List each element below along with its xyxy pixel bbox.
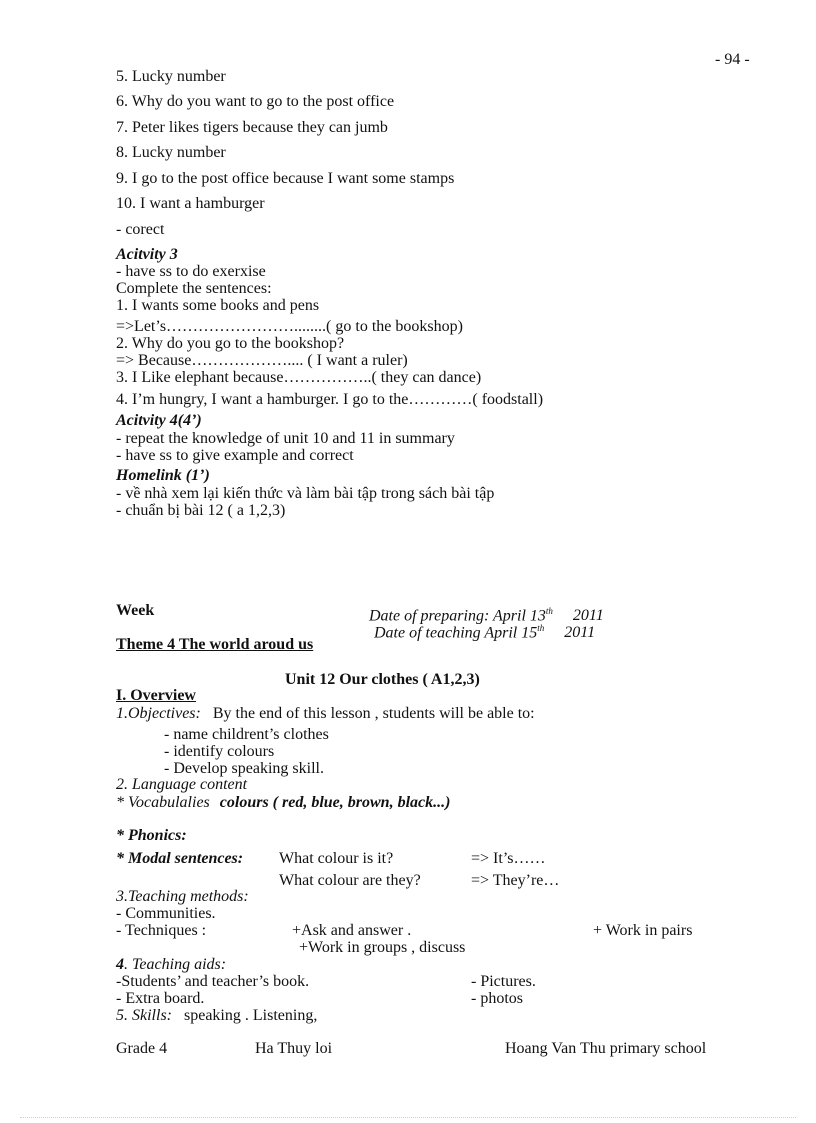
overview-heading: I. Overview bbox=[116, 687, 196, 704]
date-of-teaching-year: 2011 bbox=[564, 624, 596, 642]
date-of-preparing-sup: th bbox=[545, 606, 553, 616]
technique-ask-answer: +Ask and answer . bbox=[292, 922, 412, 939]
modal-question-1: What colour is it? bbox=[279, 850, 394, 867]
corect-line: - corect bbox=[116, 221, 165, 238]
date-of-teaching-text: Date of teaching April 15 bbox=[374, 624, 538, 642]
objective-item: - name childrent’s clothes bbox=[164, 726, 329, 743]
teaching-aids-number: 4 bbox=[116, 956, 124, 973]
page-bottom-divider bbox=[20, 1117, 796, 1118]
answer-line: 8. Lucky number bbox=[116, 144, 226, 161]
teaching-methods-heading: 3.Teaching methods: bbox=[116, 888, 249, 905]
activity3-line: Complete the sentences: bbox=[116, 280, 272, 297]
homelink-heading: Homelink (1’) bbox=[116, 467, 210, 484]
aids-item: - Pictures. bbox=[471, 973, 536, 990]
objectives-label: 1.Objectives: bbox=[116, 705, 201, 722]
theme-title: Theme 4 The world aroud us bbox=[116, 636, 314, 653]
footer-school: Hoang Van Thu primary school bbox=[505, 1040, 707, 1057]
activity3-heading: Acitvity 3 bbox=[116, 246, 178, 263]
date-of-teaching-sup: th bbox=[537, 623, 545, 633]
activity3-line: 3. I Like elephant because……………..( they can dance) bbox=[116, 369, 482, 386]
aids-item: -Students’ and teacher’s book. bbox=[116, 973, 310, 990]
vocabulary-text: colours ( red, blue, brown, black...) bbox=[219, 794, 451, 811]
activity3-line: - have ss to do exerxise bbox=[116, 263, 266, 280]
teaching-aids-label: . Teaching aids: bbox=[124, 956, 227, 973]
objectives-text: By the end of this lesson , students will be able to: bbox=[212, 705, 535, 722]
activity3-line: 1. I wants some books and pens bbox=[116, 297, 320, 314]
language-content-heading: 2. Language content bbox=[116, 776, 248, 793]
answer-line: 5. Lucky number bbox=[116, 68, 226, 85]
page-number: - 94 - bbox=[715, 51, 750, 68]
footer-grade: Grade 4 bbox=[116, 1040, 168, 1057]
modal-sentences-label: * Modal sentences: bbox=[116, 850, 244, 867]
methods-communities: - Communities. bbox=[116, 905, 216, 922]
date-of-preparing-text: Date of preparing: April 13 bbox=[369, 607, 546, 625]
activity4-heading: Acitvity 4(4’) bbox=[116, 412, 202, 429]
aids-item: - Extra board. bbox=[116, 990, 205, 1007]
objective-item: - identify colours bbox=[164, 743, 275, 760]
date-of-teaching bbox=[374, 619, 595, 642]
technique-groups: +Work in groups , discuss bbox=[299, 939, 466, 956]
objective-item: - Develop speaking skill. bbox=[164, 760, 324, 777]
unit-title: Unit 12 Our clothes ( A1,2,3) bbox=[285, 671, 480, 688]
week-label: Week bbox=[116, 602, 155, 619]
modal-answer-2: => They’re… bbox=[471, 872, 560, 889]
answer-line: 7. Peter likes tigers because they can jumb bbox=[116, 119, 388, 136]
answer-line: 9. I go to the post office because I want some stamps bbox=[116, 170, 455, 187]
footer-teacher: Ha Thuy loi bbox=[255, 1040, 333, 1057]
activity3-line: =>Let’s……………………........( go to the bookshop) bbox=[116, 318, 463, 335]
modal-question-2: What colour are they? bbox=[279, 872, 421, 889]
date-of-preparing-year: 2011 bbox=[572, 607, 604, 625]
modal-answer-1: => It’s…… bbox=[471, 850, 546, 867]
answer-line: 6. Why do you want to go to the post office bbox=[116, 93, 395, 110]
homelink-line: - chuẩn bị bài 12 ( a 1,2,3) bbox=[116, 502, 286, 519]
technique-pairs: + Work in pairs bbox=[593, 922, 693, 939]
homelink-line: - về nhà xem lại kiến thức và làm bài tập trong sách bài tập bbox=[116, 485, 495, 502]
methods-techniques: - Techniques : bbox=[116, 922, 207, 939]
vocabulary-line bbox=[116, 794, 450, 812]
skills-text: speaking . Listening, bbox=[184, 1007, 318, 1024]
answer-line: 10. I want a hamburger bbox=[116, 195, 265, 212]
activity3-line: => Because……………….... ( I want a ruler) bbox=[116, 352, 408, 369]
activity3-line: 2. Why do you go to the bookshop? bbox=[116, 335, 345, 352]
teaching-aids-heading bbox=[116, 956, 226, 974]
activity4-line: - have ss to give example and correct bbox=[116, 447, 354, 464]
vocabulary-label: * Vocabulalies bbox=[116, 794, 210, 811]
aids-item: - photos bbox=[471, 990, 523, 1007]
activity4-line: - repeat the knowledge of unit 10 and 11 in summary bbox=[116, 430, 455, 447]
phonics-heading: * Phonics: bbox=[116, 827, 187, 844]
activity3-line: 4. I’m hungry, I want a hamburger. I go to the…………( foodstall) bbox=[116, 391, 544, 408]
objectives-line bbox=[116, 705, 535, 723]
skills-line bbox=[116, 1007, 317, 1025]
skills-label: 5. Skills: bbox=[116, 1007, 172, 1024]
